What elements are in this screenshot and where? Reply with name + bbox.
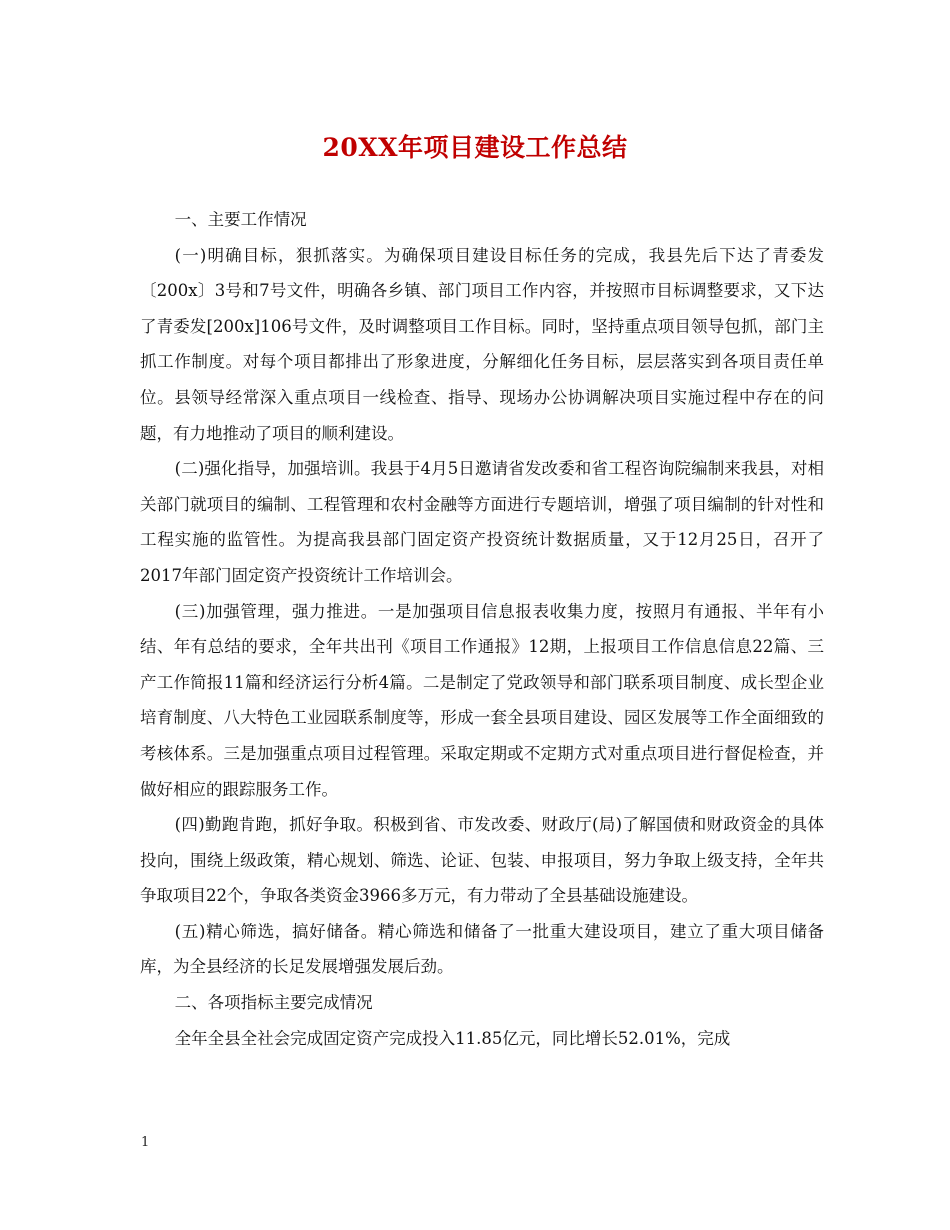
section-heading-main-work: 一、主要工作情况 <box>174 210 307 229</box>
document-title: 20XX年项目建设工作总结 <box>322 133 628 162</box>
paragraph-investment: 全年全县全社会完成固定资产完成投入11.85亿元，同比增长52.01%，完成 <box>174 1028 731 1048</box>
paragraph-management: (三)加强管理，强力推进。一是加强项目信息报表收集力度，按照月有通报、半年有小结、年有总结的要求，全年共出刊《项目工作通报》12期，上报项目工作信息信息22篇、三产工作简报11篇和经济运行分析4篇。二是制定了党政领导和部门联系项目制度、成长型企业培育制度、八大特色工业园联系制度等，形成一套全县项目建设、园区发展等工作全面细致的考核体系。三是加强重点项目过程管理。采取定期或不定期方式对重点项目进行督促检查，并做好相应的跟踪服务工作。 <box>140 601 824 799</box>
paragraph-goals: (一)明确目标，狠抓落实。为确保项目建设目标任务的完成，我县先后下达了青委发〔200x〕3号和7号文件，明确各乡镇、部门项目工作内容，并按照市目标调整要求，又下达了青委发[200x]106号文件，及时调整项目工作目标。同时，坚持重点项目领导包抓，部门主抓工作制度。对每个项目都排出了形象进度，分解细化任务目标，层层落实到各项目责任单位。县领导经常深入重点项目一线检查、指导、现场办公协调解决项目实施过程中存在的问题，有力地推动了项目的顺利建设。 <box>140 245 824 443</box>
paragraph-reserve: (五)精心筛选，搞好储备。精心筛选和储备了一批重大建设项目，建立了重大项目储备库，为全县经济的长足发展增强发展后劲。 <box>140 921 824 977</box>
paragraph-funding: (四)勤跑肯跑，抓好争取。积极到省、市发改委、财政厅(局)了解国债和财政资金的具体投向，围绕上级政策，精心规划、筛选、论证、包装、申报项目，努力争取上级支持，全年共争取项目22个，争取各类资金3966多万元，有力带动了全县基础设施建设。 <box>140 815 824 906</box>
section-heading-indicators: 二、各项指标主要完成情况 <box>174 993 373 1013</box>
page-number: 1 <box>141 1135 150 1150</box>
document-body <box>140 202 824 1056</box>
paragraph-training: (二)强化指导，加强培训。我县于4月5日邀请省发改委和省工程咨询院编制来我县，对相关部门就项目的编制、工程管理和农村金融等方面进行专题培训，增强了项目编制的针对性和工程实施的监管性。为提高我县部门固定资产投资统计数据质量，又于12月25日，召开了2017年部门固定资产投资统计工作培训会。 <box>140 459 824 585</box>
